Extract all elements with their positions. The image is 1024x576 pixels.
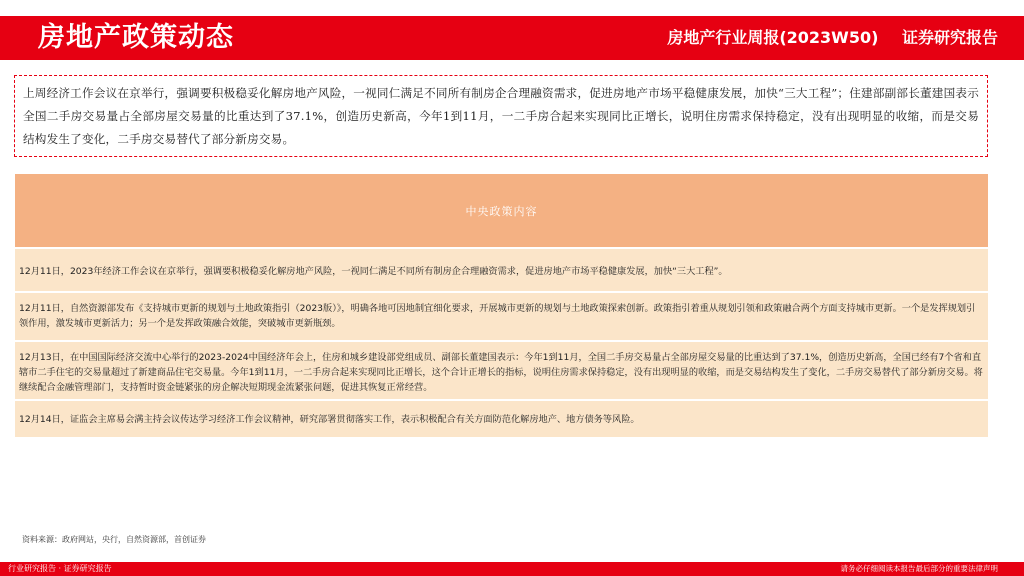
footer-left-text: 行业研究报告 · 证券研究报告	[8, 564, 112, 573]
footer-bar	[0, 562, 1024, 576]
report-type: 证券研究报告	[901, 28, 998, 47]
summary-text: 上周经济工作会议在京举行，强调要积极稳妥化解房地产风险，一视同仁满足不同所有制房企合理融资需求，促进房地产市场平稳健康发展，加快“三大工程”；住建部副部长董建国表示全国二手房交易量占全部房屋交易量的比重达到了37.1%，创造历史新高，今年1到11月，一二手房合起来实现同比正增长，说明住房需求保持稳定，没有出现明显的收缩，而是交易结构发生了变化，二手房交易替代了部分新房交易。	[23, 86, 979, 146]
report-name: 房地产行业周报(2023W50)	[667, 28, 879, 47]
policy-table	[15, 174, 988, 437]
report-info	[649, 26, 998, 50]
table-row: 12月11日，自然资源部发布《支持城市更新的规划与土地政策指引（2023版）》，明确各地可因地制宜细化要求，开展城市更新的规划与土地政策探索创新。政策指引着重从规划引领和政策融合两个方面支持城市更新。一个是发挥规划引领作用，激发城市更新活力；另一个是发挥政策融合效能，突破城市更新瓶颈。	[15, 291, 988, 340]
table-row: 12月14日，证监会主席易会满主持会议传达学习经济工作会议精神，研究部署贯彻落实工作，表示积极配合有关方面防范化解房地产、地方债务等风险。	[15, 399, 988, 437]
table-row: 12月13日，在中国国际经济交流中心举行的2023-2024中国经济年会上，住房和城乡建设部党组成员、副部长董建国表示：今年1到11月，全国二手房交易量占全部房屋交易量的比重达到了37.1%，创造历史新高，全国已经有7个省和直辖市二手住宅的交易量超过了新建商品住宅交易量。今年1到11月，一二手房合起来实现同比正增长，这个合计正增长的指标，说明住房需求保持稳定，没有出现明显的收缩，而是交易结构发生了变化，二手房交易替代了部分新房交易。将继续配合金融管理部门，支持暂时资金链紧张的房企解决短期现金流紧张问题，促进其恢复正常经营。	[15, 340, 988, 399]
source-note: 资料来源：政府网站，央行，自然资源部，首创证券	[22, 535, 206, 544]
page-title: 房地产政策动态	[38, 22, 234, 53]
table-header: 中央政策内容	[15, 174, 988, 247]
summary-box	[14, 75, 988, 157]
header-bar	[0, 16, 1024, 60]
table-row: 12月11日，2023年经济工作会议在京举行，强调要积极稳妥化解房地产风险，一视同仁满足不同所有制房企合理融资需求，促进房地产市场平稳健康发展，加快“三大工程”。	[15, 247, 988, 291]
footer-disclaimer: 请务必仔细阅读本报告最后部分的重要法律声明	[840, 564, 998, 573]
